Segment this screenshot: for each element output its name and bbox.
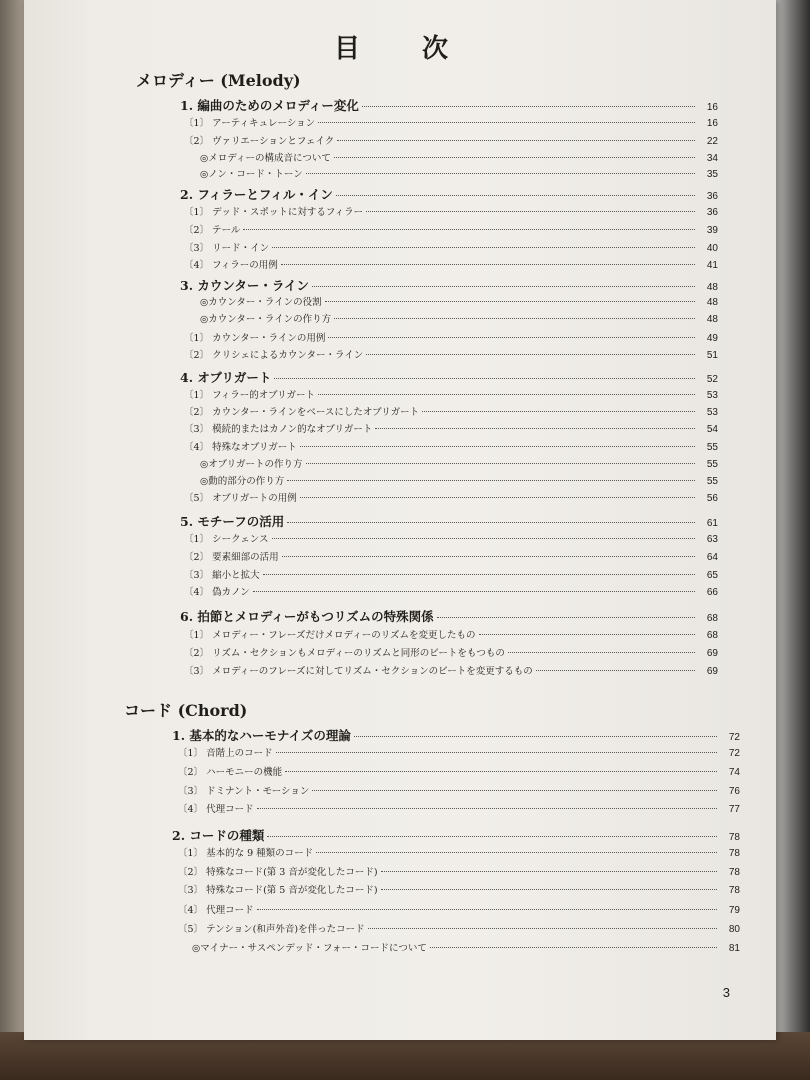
dot-leader [366,354,695,355]
entry-page-number: 55 [706,459,718,470]
dot-leader [306,173,695,174]
entry-page-number: 74 [728,767,740,778]
entry-page-number: 72 [728,748,740,759]
entry-title: 〔1〕 音階上のコード [178,748,273,759]
entry-title: 〔4〕 フィラーの用例 [184,260,278,271]
entry-page-number: 54 [706,424,718,435]
dot-leader [263,574,695,575]
toc-subsection-entry [184,240,718,254]
toc-subsection-entry [184,257,718,271]
dot-leader [281,264,695,265]
book-page [24,0,776,1040]
toc-chapter-entry [172,726,740,744]
entry-page-number: 72 [728,732,740,743]
toc-subsection-entry [184,549,718,563]
toc-subsection-entry [178,864,740,878]
entry-page-number: 36 [706,207,718,218]
dot-leader [312,286,695,287]
toc-chapter-entry [180,96,718,114]
entry-title: ◎カウンター・ラインの役割 [200,297,322,308]
toc-subsection-entry [178,845,740,859]
dot-leader [318,394,695,395]
entry-title: 2. コードの種類 [172,828,265,843]
entry-page-number: 52 [706,374,718,385]
entry-page-number: 48 [706,282,718,293]
entry-title: 6. 拍節とメロディーがもつリズムの特殊関係 [180,609,434,624]
entry-page-number: 56 [706,493,718,504]
entry-page-number: 53 [706,390,718,401]
entry-title: 5. モチーフの活用 [180,514,285,529]
entry-title: 〔2〕 ハーモニーの機能 [178,767,283,778]
entry-page-number: 80 [728,924,740,935]
entry-title: ◎マイナー・サスペンデッド・フォー・コードについて [192,943,427,954]
dot-leader [334,318,695,319]
toc-subsection-entry [184,222,718,236]
entry-title: ◎メロディーの構成音について [200,153,331,164]
entry-title: 〔1〕 フィラー的オブリガート [184,390,316,401]
entry-title: 〔2〕 テール [184,225,241,236]
toc-chapter-entry [180,607,718,625]
dot-leader [276,752,717,753]
page-title: 目 次 [333,34,466,64]
toc-chapter-entry [180,185,718,203]
entry-page-number: 78 [728,832,740,843]
entry-page-number: 69 [706,648,718,659]
entry-page-number: 22 [706,136,718,147]
entry-page-number: 68 [706,613,718,624]
entry-title: 〔2〕 特殊なコード(第 3 音が変化したコード) [178,867,378,878]
toc-subsection-entry [178,783,740,797]
toc-subsection-entry [178,902,740,916]
dot-leader [272,538,696,539]
dot-leader [253,591,695,592]
entry-title: 〔3〕 縮小と拡大 [184,570,260,581]
toc-subsection-entry [184,347,718,361]
entry-page-number: 36 [706,191,718,202]
entry-page-number: 65 [706,570,718,581]
entry-page-number: 48 [706,314,718,325]
dot-leader [272,247,695,248]
entry-title: 4. オブリガート [180,370,272,385]
toc-subsection-entry [178,745,740,759]
dot-leader [243,229,695,230]
entry-title: 〔2〕 リズム・セクションもメロディーのリズムと同形のビートをもつもの [184,648,505,659]
toc-chapter-entry [180,276,718,294]
entry-page-number: 79 [728,905,740,916]
entry-page-number: 35 [706,169,718,180]
toc-subsection-entry [184,404,718,418]
dot-leader [318,122,695,123]
entry-title: 〔1〕 メロディー・フレーズだけメロディーのリズムを変更したもの [184,630,476,641]
entry-title: 〔1〕 デッド・スポットに対するフィラー [184,207,364,218]
toc-subsection-entry [184,133,718,147]
toc-note-entry [200,294,718,308]
entry-page-number: 39 [706,225,718,236]
toc-subsection-entry [184,387,718,401]
toc-subsection-entry [184,204,718,218]
toc-subsection-entry [184,627,718,641]
dot-leader [336,195,695,196]
entry-title: 〔2〕 ヴァリエーションとフェイク [184,136,335,147]
toc-subsection-entry [178,801,740,815]
background-left [0,0,26,1080]
entry-title: 〔1〕 カウンター・ラインの用例 [184,333,326,344]
dot-leader [328,337,695,338]
dot-leader [287,480,695,481]
dot-leader [354,736,717,737]
toc-subsection-entry [184,663,718,677]
entry-title: 〔4〕 偽カノン [184,587,250,598]
entry-page-number: 48 [706,297,718,308]
dot-leader [306,463,695,464]
toc-subsection-entry [178,882,740,896]
entry-title: 〔3〕 リード・イン [184,243,270,254]
dot-leader [368,928,717,929]
entry-title: 〔1〕 アーティキュレーション [184,118,316,129]
dot-leader [381,871,717,872]
toc-note-entry [200,456,718,470]
entry-title: ◎オブリガートの作り方 [200,459,303,470]
dot-leader [381,889,717,890]
dot-leader [274,378,695,379]
entry-title: 〔4〕 代理コード [178,804,254,815]
entry-page-number: 81 [728,943,740,954]
entry-page-number: 64 [706,552,718,563]
entry-page-number: 34 [706,153,718,164]
toc-note-entry [200,166,718,180]
entry-title: 〔5〕 オブリガートの用例 [184,493,297,504]
toc-note-entry [192,940,740,954]
entry-page-number: 78 [728,848,740,859]
entry-page-number: 77 [728,804,740,815]
entry-title: 〔5〕 テンション(和声外音)を伴ったコード [178,924,365,935]
entry-title: 〔3〕 メロディーのフレーズに対してリズム・セクションのビートを変更するもの [184,666,533,677]
entry-page-number: 69 [706,666,718,677]
entry-title: 〔3〕 ドミナント・モーション [178,786,310,797]
toc-chapter-entry [180,512,718,530]
toc-subsection-entry [184,490,718,504]
page-number: 3 [722,985,730,1000]
toc-chapter-entry [180,368,718,386]
entry-title: 〔1〕 シークェンス [184,534,269,545]
toc-subsection-entry [178,921,740,935]
toc-subsection-entry [184,531,718,545]
toc-subsection-entry [184,421,718,435]
toc-subsection-entry [184,567,718,581]
dot-leader [362,106,695,107]
entry-page-number: 66 [706,587,718,598]
entry-title: 〔3〕 模続的またはカノン的なオブリガート [184,424,373,435]
toc-subsection-entry [184,330,718,344]
toc-subsection-entry [184,439,718,453]
entry-page-number: 51 [706,350,718,361]
entry-page-number: 53 [706,407,718,418]
toc-subsection-entry [178,764,740,778]
dot-leader [300,446,695,447]
dot-leader [334,157,695,158]
entry-title: ◎カウンター・ラインの作り方 [200,314,332,325]
entry-page-number: 61 [706,518,718,529]
entry-page-number: 78 [728,867,740,878]
entry-title: 2. フィラーとフィル・イン [180,187,333,202]
dot-leader [300,497,695,498]
dot-leader [536,670,695,671]
toc-subsection-entry [184,584,718,598]
dot-leader [257,909,717,910]
entry-page-number: 40 [706,243,718,254]
dot-leader [422,411,695,412]
toc-note-entry [200,311,718,325]
toc-chapter-entry [172,826,740,844]
dot-leader [267,836,717,837]
background-right [770,0,810,1080]
entry-page-number: 63 [706,534,718,545]
entry-title: ◎動的部分の作り方 [200,476,285,487]
entry-title: 〔2〕 クリシェによるカウンター・ライン [184,350,364,361]
entry-title: 〔2〕 要素細部の活用 [184,552,279,563]
entry-page-number: 16 [706,102,718,113]
entry-page-number: 55 [706,476,718,487]
entry-title: 〔4〕 特殊なオブリガート [184,442,297,453]
dot-leader [479,634,696,635]
toc-note-entry [200,150,718,164]
dot-leader [257,808,717,809]
dot-leader [285,771,717,772]
entry-page-number: 49 [706,333,718,344]
dot-leader [366,211,695,212]
table-of-contents [24,0,776,1040]
entry-page-number: 16 [706,118,718,129]
dot-leader [287,522,695,523]
dot-leader [337,140,695,141]
dot-leader [508,652,695,653]
entry-title: 3. カウンター・ライン [180,278,310,293]
entry-title: 〔1〕 基本的な 9 種類のコード [178,848,314,859]
dot-leader [316,852,717,853]
toc-note-entry [200,473,718,487]
entry-title: 〔2〕 カウンター・ラインをベースにしたオブリガート [184,407,420,418]
entry-page-number: 78 [728,885,740,896]
toc-subsection-entry [184,645,718,659]
toc-subsection-entry [184,115,718,129]
dot-leader [325,301,695,302]
entry-page-number: 76 [728,786,740,797]
section-heading: コード (Chord) [124,701,248,720]
entry-title: 〔3〕 特殊なコード(第 5 音が変化したコード) [178,885,378,896]
dot-leader [430,947,717,948]
section-heading: メロディー (Melody) [136,71,301,90]
entry-title: 1. 基本的なハーモナイズの理論 [172,728,351,743]
dot-leader [437,617,695,618]
entry-title: ◎ノン・コード・トーン [200,169,303,180]
dot-leader [375,428,695,429]
dot-leader [282,556,695,557]
entry-title: 〔4〕 代理コード [178,905,254,916]
entry-title: 1. 編曲のためのメロディー変化 [180,98,359,113]
entry-page-number: 41 [706,260,718,271]
entry-page-number: 55 [706,442,718,453]
dot-leader [312,790,717,791]
entry-page-number: 68 [706,630,718,641]
